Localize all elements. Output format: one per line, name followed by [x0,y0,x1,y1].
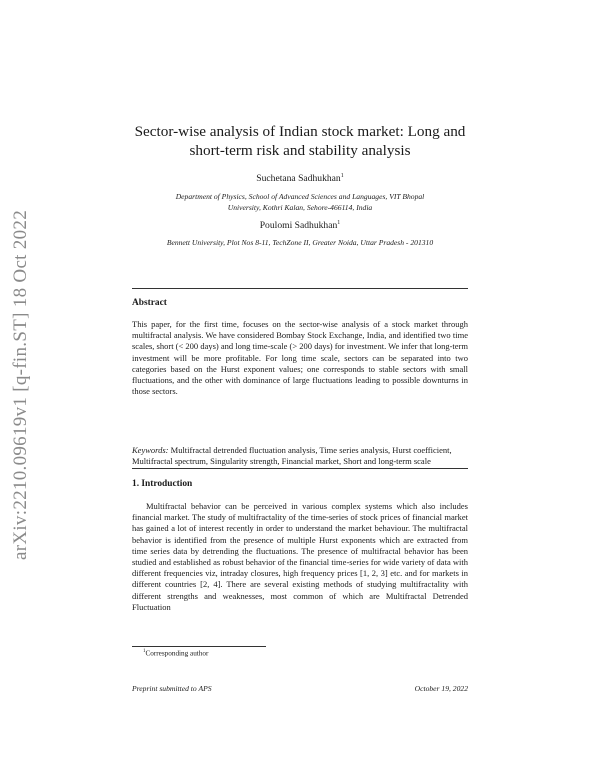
footnote [143,649,208,657]
footer-date: October 19, 2022 [414,684,468,693]
author-2-affiliation-line-1: Bennett University, Plot Nos 8-11, TechZone II, Greater Noida, Uttar Pradesh - 201310 [166,238,434,247]
arxiv-id-text: arXiv:2210.09619v1 [q-fin.ST] 18 Oct 2022 [10,209,32,561]
author-1-affiliation-line-2: University, Kothri Kalan, Sehore-466114, India [227,203,373,212]
author-1-mark: 1 [340,173,344,179]
title-line-2: short-term risk and stability analysis [189,142,411,159]
abstract-bottom-rule [132,468,468,469]
section-heading-introduction: 1. Introduction [132,479,193,489]
footnote-mark: 1 [143,649,146,654]
footnote-text: Corresponding author [145,649,209,658]
introduction-text: Multifractal behavior can be perceived in various complex systems which also includes financial market. The study of multifractality of the time-series of stock prices of financial market has gained a lot of interest recently in order to understand the market behaviour. The multifractal behavior is identified from the presence of multiple Hurst exponents which are extracted from time series data by detrending the fluctuations. The presence of multifractal behavior has been studied and established as robust behavior of the financial time-series for wide variety of data with different frequencies viz, intraday closures, high frequency prices [1, 2, 3] etc. and for markets in different countries [2, 4]. There are several existing methods of studying multifractality with different strengths and weaknesses, most common of which are Multifractal Detrended Fluctuation [132,501,468,612]
footer-preprint-note: Preprint submitted to APS [132,684,212,693]
abstract-heading: Abstract [132,298,167,308]
author-2-name: Poulomi Sadhukhan [259,220,338,232]
author-2 [0,220,600,231]
keywords [132,445,468,467]
author-2-mark: 1 [337,220,341,226]
keywords-label: Keywords: [132,445,169,455]
title-line-1: Sector-wise analysis of Indian stock market: Long and [134,123,466,140]
footnote-rule [132,646,266,647]
author-1-affiliation-line-1: Department of Physics, School of Advanced Sciences and Languages, VIT Bhopal [175,192,425,201]
paper-title [120,122,480,160]
author-1 [0,173,600,184]
keywords-text: Multifractal detrended fluctuation analysis, Time series analysis, Hurst coefficient, Multifractal spectrum, Singularity strength, Financial market, Short and long-term scale [132,445,452,467]
abstract-text: This paper, for the first time, focuses on the sector-wise analysis of a stock market through multifractal analysis. We have considered Bombay Stock Exchange, India, and identified two time scales, short (< 200 days) and long time-scale (> 200 days) for investment. We infer that long-term investment will be more profitable. For long time scale, sectors can be separated into two categories based on the Hurst exponent values; one corresponds to stable sectors with small fluctuations, and the other with dominance of large fluctuations leading to possible downturns in those sectors. [132,319,468,397]
author-1-name: Suchetana Sadhukhan [256,173,341,185]
author-2-affiliation [122,237,478,248]
author-1-affiliation [130,191,470,213]
abstract-top-rule [132,288,468,289]
